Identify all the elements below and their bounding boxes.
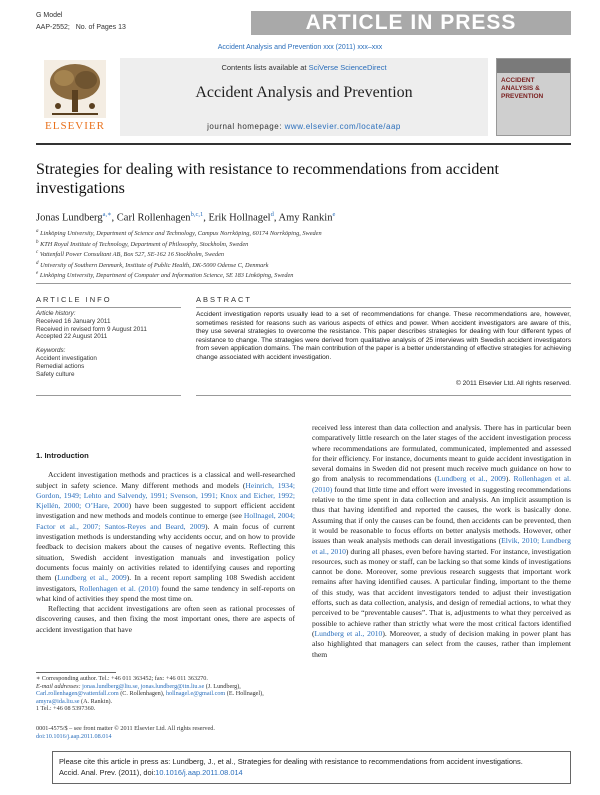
author-name: Erik Hollnagel (208, 212, 271, 224)
body-paragraph (36, 470, 295, 604)
text-segment: ) during all phases, even before having started. For instance, investigation resources, such as money or staff, can be lacking so that some kinds of investigations cannot be done. Moreover, some previous research suggests that important work remains after having identified causes. A particular finding, important to the theme of this study, was that accident investigators tended to adjust their investigation efforts, such as data collection, analysis, and design of remedial actions, to what they perceived to be “preventable causes”. That is, adjustments to what they perceived as possible to achieve rather than strictly what were the most critical factors identified ( (312, 546, 571, 638)
publisher-name: ELSEVIER (45, 120, 105, 132)
keywords-label: Keywords: (36, 347, 66, 355)
body-column-right (312, 423, 571, 660)
abstract-text: Accident investigation reports usually lead to a set of recommendations for change. These recommendations are, however, sometimes resisted for reasons such as various aspects of ethics and power. When accident investigators are aware of this, they use several strategies to overcome the resistance. This paper describes strategies for dealing with four different types of resistance to change. The strategies were derived from qualitative analysis of 25 interviews with Swedish accident investigators from seven application domains. The main contribution of the paper is a better understanding of effective strategies for achieving change associated with accident investigation. (196, 311, 571, 361)
text-segment: (E. Hollnagel), (225, 690, 264, 698)
text-segment: ). In a recent report sampling 108 Swedish accident investigators, (36, 573, 295, 593)
text-segment: (J. Lundberg), (204, 682, 241, 690)
citation-link[interactable]: amyra@ida.liu.se (36, 697, 80, 705)
body-paragraph (312, 423, 571, 660)
citation-link[interactable]: Hollnagel, 2004; Factor et al., 2007; Santos-Reyes and Beard, 2009 (36, 511, 295, 531)
contents-prefix: Contents lists available at (221, 63, 309, 72)
accepted-date: Accepted 22 August 2011 (36, 333, 108, 341)
abstract-divider (196, 307, 571, 308)
contents-line (120, 63, 488, 72)
affiliation-marker: c (36, 250, 39, 255)
text-segment: ). A main focus of current investigation methods is understanding why accidents occur, and on how to provide feedback to decision makers about the causes of negative events. Reflecting this situation, Swedish accident investigation manuals and investigation policy documents focus mainly on activities related to identifying causes and reporting them ( (36, 521, 295, 583)
email-addresses (36, 683, 295, 706)
citebox-prefix: Accid. Anal. Prev. (2011), doi: (59, 768, 156, 777)
text-segment: found that little time and effort were invested in suggesting recommendations relative to the time spent in data collection and analysis. An implicit assumption is thus that having identified and reported the causes, the work is basically done. Assuming that if only the causes can be found, then accidents can be prevented, then it would be reasonable to focus efforts on better analysis methods. However, other issues than weak analysis methods can derail investigations ( (312, 484, 571, 546)
abstract-copyright: © 2011 Elsevier Ltd. All rights reserved. (455, 380, 571, 387)
text-segment: ). Moreover, a study of decision making in power plant has also highlighted that managers can select from the causes, rather than implement them (312, 628, 571, 659)
article-info-bottom-divider (36, 395, 181, 396)
top-bar (36, 8, 571, 38)
received-date: Received 16 January 2011 (36, 317, 111, 325)
cover-band (497, 59, 570, 73)
abstract-heading: ABSTRACT (196, 295, 253, 304)
affiliation-line (36, 270, 571, 281)
affiliation-text: KTH Royal Institute of Technology, Department of Philosophy, Stockholm, Sweden (40, 240, 249, 248)
citation-link[interactable]: hollnagel.e@gmail.com (165, 690, 226, 698)
journal-homepage (120, 122, 488, 131)
text-segment: (A. Rankin). (79, 697, 113, 705)
text-segment: ). (505, 474, 514, 484)
affiliation-marker: d (36, 260, 39, 266)
article-in-press-banner: ARTICLE IN PRESS (251, 11, 571, 35)
article-info-heading: ARTICLE INFO (36, 295, 112, 304)
affiliations (36, 228, 571, 281)
abstract-bottom-divider (196, 395, 571, 396)
author-name: Jonas Lundberg (36, 212, 103, 224)
homepage-prefix: journal homepage: (207, 122, 285, 131)
affiliation-marker: a (36, 229, 39, 234)
affiliation-text: Linköping University, Department of Computer and Information Science, SE 183 Linköping, Sweden (39, 272, 294, 280)
footnotes (36, 675, 295, 713)
citebox-line-1: Please cite this article in press as: Lundberg, J., et al., Strategies for dealing with resistance to recommendations from accident investigations. (59, 757, 523, 766)
journal-header (36, 58, 571, 138)
journal-title: Accident Analysis and Prevention (195, 84, 413, 101)
citation-link[interactable]: Lundberg et al., 2010 (314, 628, 383, 638)
affiliation-marker: e (36, 271, 39, 276)
body-paragraph: Reflecting that accident investigations are often seen as rational processes of discovering causes, and then fixing the most important ones, there are aspects of accident investigation that have (36, 604, 295, 634)
revised-date: Received in revised form 9 August 2011 (36, 325, 147, 333)
cover-title: ACCIDENT ANALYSIS & PREVENTION (501, 77, 544, 100)
journal-banner (120, 58, 488, 136)
article-info (36, 310, 181, 378)
text-segment: received less interest than data collection and analysis. There has in particular been comparatively little research on the later stages of the accident investigation process where recommendations are formulated, communicated, implemented and assessed for their efficiency. For instance, documents meant to guide accident investigation in several domains in Sweden did not present much receive much guidance on how to go from analysis to recommendations ( (312, 423, 571, 484)
citation-link[interactable]: Rollenhagen et al. (2010) (312, 474, 571, 494)
text-segment: found the same tendency in self-reports on what kind of activities they spend the most time on. (36, 583, 296, 603)
issn-block (36, 725, 295, 740)
section-heading: 1. Introduction (36, 451, 89, 460)
article-info-divider (36, 307, 181, 308)
text-segment: (C. Rollenhagen), (118, 690, 166, 698)
text-segment: ) have been suggested to support efficient accident investigation and new methods and models continue to emerge (see (36, 501, 295, 521)
footnote-divider (36, 672, 116, 673)
page-count: No. of Pages 13 (75, 24, 126, 31)
affiliation-line (36, 249, 571, 260)
affiliation-line (36, 228, 571, 239)
author-affiliation-marker[interactable]: b,c,1 (190, 211, 204, 218)
author-name: Carl Rollenhagen (116, 212, 191, 224)
keyword: Remedial actions (36, 362, 85, 370)
author-separator: , (273, 212, 279, 224)
issn-line: 0001-4575/$ – see front matter © 2011 Elsevier Ltd. All rights reserved. (36, 725, 215, 732)
doi-link[interactable]: doi:10.1016/j.aap.2011.08.014 (36, 732, 112, 740)
citation-link[interactable]: Lundberg et al., 2009 (57, 573, 127, 583)
journal-cover-thumbnail[interactable] (496, 58, 571, 136)
affiliations-divider (36, 283, 571, 284)
author-affiliation-marker[interactable]: e (332, 211, 336, 218)
header-divider (36, 143, 571, 145)
citation-link[interactable]: Lundberg et al., 2009 (437, 474, 506, 484)
keyword: Accident investigation (36, 354, 97, 362)
sciverse-link[interactable]: SciVerse ScienceDirect (308, 63, 387, 72)
article-title: Strategies for dealing with resistance to recommendations from accident investigations (36, 161, 499, 197)
affiliation-line (36, 239, 571, 250)
g-model-label: G Model (36, 12, 63, 19)
citebox-line-2 (59, 767, 564, 778)
affiliation-marker: b (36, 239, 39, 245)
elsevier-tree-icon (44, 60, 106, 118)
email-label: E-mail addresses: (36, 682, 83, 690)
author-separator: , (203, 212, 209, 224)
elsevier-logo[interactable] (36, 58, 114, 136)
author-affiliation-marker[interactable]: a,∗ (102, 211, 112, 218)
citation-link[interactable]: Heinrich, 1934; Gordon, 1949; Lehto and Salvendy, 1991; Svenson, 1991; Knox and Eicher, 1992; Kjellén, 2000; O’Hare, 2000 (36, 480, 295, 511)
citation-link[interactable]: jonas.lundberg@liu.se, jonas.lundberg@itn.liu.se (82, 682, 205, 690)
article-code (36, 24, 126, 31)
affiliation-text: University of Southern Denmark, Institute of Public Health, DK-5000 Odense C, Denmark (40, 261, 269, 269)
citebox-doi-link[interactable]: 10.1016/j.aap.2011.08.014 (155, 768, 243, 777)
body-column-left (36, 423, 295, 635)
journal-citation-link[interactable]: Accident Analysis and Prevention xxx (2011) xxx–xxx (217, 44, 383, 51)
homepage-link[interactable]: www.elsevier.com/locate/aap (284, 122, 401, 131)
history-label: Article history: (36, 310, 76, 317)
author-name: Amy Rankin (278, 212, 333, 224)
affiliation-line (36, 260, 571, 271)
citation-link[interactable]: Rollenhagen et al. (2010) (79, 583, 159, 593)
text-segment: Accident investigation methods and practices is a classical and well-researched subject in safety science. Many different methods and models ( (36, 470, 295, 490)
citation-link[interactable]: Carl.rollenhagen@vattenfall.com (36, 690, 119, 698)
affiliation-text: Linköping University, Department of Science and Technology, Campus Norrköping, 60174 Norrköping, Sweden (40, 230, 322, 238)
author-list (36, 210, 571, 224)
author-affiliation-marker[interactable]: d (270, 211, 274, 218)
aap-code: AAP-2552; (36, 24, 70, 31)
affiliation-text: Vattenfall Power Consultant AB, Box 527, SE-162 16 Stockholm, Sweden (39, 251, 225, 259)
citation-link[interactable]: Elvik, 2010; Lundberg et al., 2010 (312, 536, 571, 556)
cite-this-article-box (52, 751, 571, 784)
footnote-1: 1 Tel.: +46 08 5397360. (36, 705, 96, 713)
keyword: Safety culture (36, 370, 75, 378)
author-separator: , (111, 212, 117, 224)
corresponding-author-note: ∗ Corresponding author. Tel.: +46 011 363452; fax: +46 011 363270. (36, 675, 208, 682)
